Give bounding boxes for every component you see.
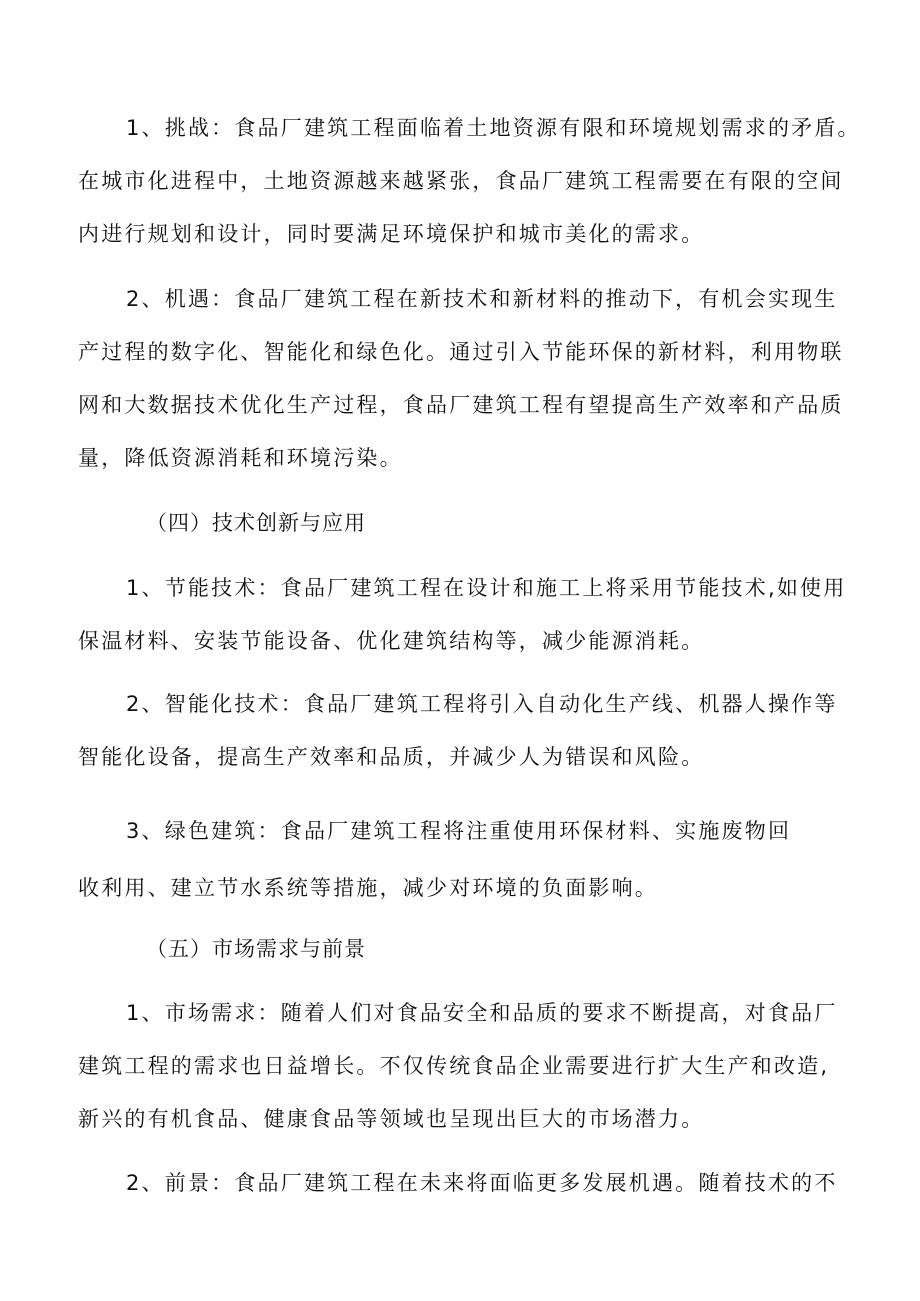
paragraph-energy-line-1: 1、节能技术：食品厂建筑工程在设计和施工上将采用节能技术,如使用 (126, 576, 847, 600)
paragraph-opportunity-line-3: 网和大数据技术优化生产过程，食品厂建筑工程有望提高生产效率和产品质 (78, 393, 844, 417)
section-heading-tech-innovation: （四）技术创新与应用 (146, 511, 366, 535)
paragraph-challenge-line-3: 内进行规划和设计，同时要满足环境保护和城市美化的需求。 (78, 222, 705, 246)
paragraph-demand-line-2: 建筑工程的需求也日益增长。不仅传统食品企业需要进行扩大生产和改造, (78, 1054, 830, 1078)
paragraph-challenge-line-1: 1、挑战：食品厂建筑工程面临着土地资源有限和环境规划需求的矛盾。 (126, 116, 861, 140)
paragraph-energy-line-2: 保温材料、安装节能设备、优化建筑结构等，减少能源消耗。 (78, 629, 705, 653)
paragraph-opportunity-line-4: 量，降低资源消耗和环境污染。 (78, 446, 403, 470)
paragraph-demand-line-1: 1、市场需求：随着人们对食品安全和品质的要求不断提高，对食品厂 (126, 1001, 838, 1025)
paragraph-challenge-line-2: 在城市化进程中，土地资源越来越紧张，食品厂建筑工程需要在有限的空间 (78, 169, 844, 193)
paragraph-prospect-line-1: 2、前景：食品厂建筑工程在未来将面临更多发展机遇。随着技术的不 (126, 1171, 838, 1195)
section-heading-market: （五）市场需求与前景 (146, 937, 366, 961)
paragraph-green-line-1: 3、绿色建筑：食品厂建筑工程将注重使用环保材料、实施废物回 (126, 819, 792, 843)
paragraph-demand-line-3: 新兴的有机食品、健康食品等领域也呈现出巨大的市场潜力。 (78, 1107, 705, 1131)
paragraph-smart-line-1: 2、智能化技术：食品厂建筑工程将引入自动化生产线、机器人操作等 (126, 692, 838, 716)
paragraph-smart-line-2: 智能化设备，提高生产效率和品质，并减少人为错误和风险。 (78, 745, 705, 769)
paragraph-green-line-2: 收利用、建立节水系统等措施，减少对环境的负面影响。 (78, 876, 658, 900)
paragraph-opportunity-line-1: 2、机遇：食品厂建筑工程在新技术和新材料的推动下，有机会实现生 (126, 287, 838, 311)
paragraph-opportunity-line-2: 产过程的数字化、智能化和绿色化。通过引入节能环保的新材料，利用物联 (78, 340, 844, 364)
